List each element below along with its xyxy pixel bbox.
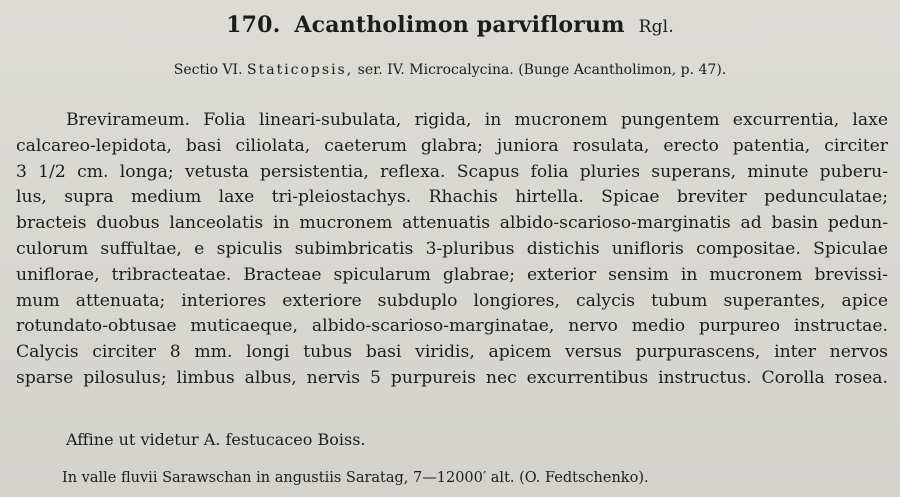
section-prefix: Sectio VI.	[173, 62, 243, 78]
species-heading	[0, 12, 900, 38]
series-name: ser. IV. Microcalycina.	[357, 62, 514, 78]
description-line: uniflorae, tribracteatae. Bracteae spicularum glabrae; exterior sensim in mucronem brevissi-	[16, 264, 888, 285]
description-line: culorum suffultae, e spiculis subimbricatis 3-pluribus distichis unifloris compositae. Spiculae	[16, 238, 888, 259]
description-line: lus, supra medium laxe tri-pleiostachys. Rhachis hirtella. Spicae breviter pedunculatae;	[16, 187, 888, 208]
description-line: Calycis circiter 8 mm. longi tubus basi viridis, apicem versus purpurascens, inter nervos	[16, 342, 888, 363]
description-line: calcareo-lepidota, basi ciliolata, caeterum glabra; juniora rosulata, erecto patentia, circiter	[16, 135, 888, 156]
description-line: bracteis duobus lanceolatis in mucronem attenuatis albido-scarioso-marginatis ad basin pedun-	[16, 213, 888, 234]
species-author: Rgl.	[638, 17, 674, 37]
description-line: rotundato-obtusae muticaeque, albido-scarioso-marginatae, nervo medio purpureo instructae.	[16, 316, 888, 337]
description-paragraph	[16, 108, 888, 392]
species-name: Acantholimon parviflorum	[294, 12, 625, 38]
affinity-note: Affine ut videtur A. festucaceo Boiss.	[66, 430, 366, 449]
description-line: sparse pilosulus; limbus albus, nervis 5 purpureis nec excurrentibus instructus. Corolla rosea.	[16, 367, 888, 388]
section-reference: (Bunge Acantholimon, p. 47).	[518, 62, 727, 78]
section-line	[0, 62, 900, 78]
description-line: mum attenuata; interiores exteriore subduplo longiores, calycis tubum superantes, apice	[16, 290, 888, 311]
description-line: Brevirameum. Folia lineari-subulata, rigida, in mucronem pungentem excurrentia, laxe	[66, 110, 888, 130]
species-number: 170.	[226, 12, 281, 38]
description-line: 3 1/2 cm. longa; vetusta persistentia, reflexa. Scapus folia pluries superans, minute puberu-	[16, 161, 888, 182]
section-name: Staticopsis,	[247, 62, 354, 78]
habitat-note: In valle fluvii Sarawschan in angustiis Saratag, 7—12000′ alt. (O. Fedtschenko).	[62, 470, 649, 486]
